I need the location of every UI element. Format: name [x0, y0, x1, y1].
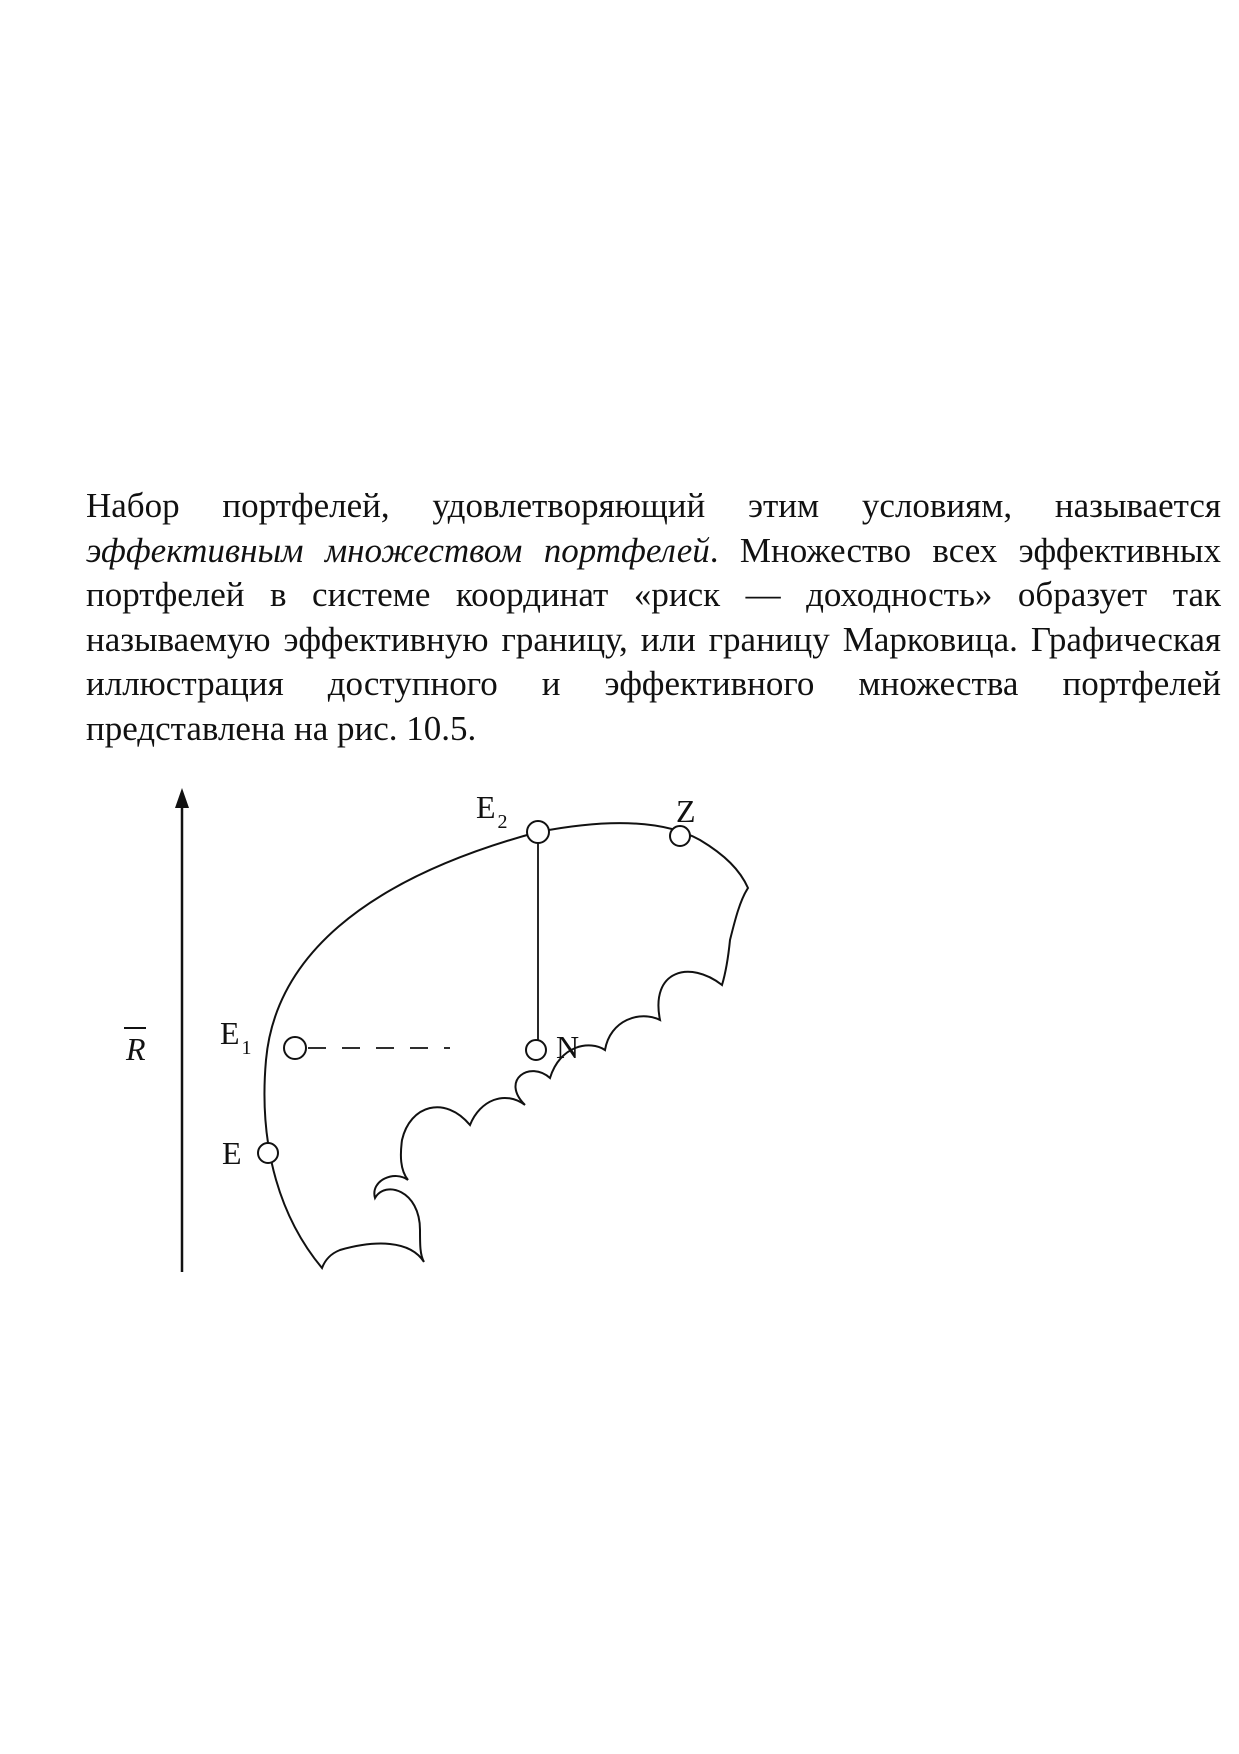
label-z: Z — [676, 793, 696, 829]
label-e1-sub: 1 — [241, 1037, 252, 1059]
axis-label: R — [126, 1031, 146, 1067]
y-axis-arrow — [175, 788, 189, 808]
paragraph-emphasis: эффективным множеством портфелей — [86, 530, 710, 570]
point-z-marker — [670, 826, 690, 846]
point-e-marker — [258, 1143, 278, 1163]
label-e2-sub: 2 — [497, 811, 508, 833]
label-n: N — [556, 1029, 580, 1065]
point-e1-marker — [284, 1037, 306, 1059]
label-e1 — [220, 1015, 252, 1059]
point-e2-marker — [527, 821, 549, 843]
point-n-marker — [526, 1040, 546, 1060]
paragraph-text-2: . Множество всех эффективных портфелей в системе координат «риск — доходность» образует так называемую эффективную границу, или границу Марковица. Графическая иллюстрация доступного и эффективного множества портфелей представлена на рис. 10.5. — [86, 530, 1221, 748]
attainable-set-boundary — [264, 823, 748, 1268]
label-e1-main: E — [220, 1015, 240, 1051]
label-e2 — [476, 789, 508, 833]
label-e: E — [222, 1135, 242, 1171]
paragraph-text-1: Набор портфелей, удовлетворяющий этим условиям, называется — [86, 486, 1221, 525]
label-e2-main: E — [476, 789, 496, 825]
